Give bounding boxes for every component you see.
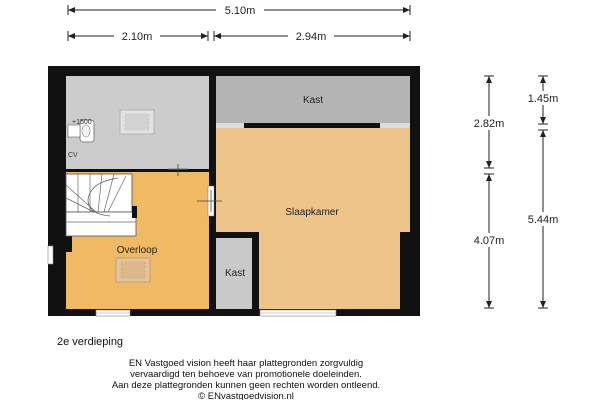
dimension-far-bottom-height — [518, 130, 568, 308]
disclaimer — [112, 358, 380, 400]
kast-top-label: Kast — [302, 95, 324, 106]
cv-unit-icon — [68, 125, 80, 137]
disclaimer-line-2: vervaardigd ten behoeve van promotionele doeleinden. — [130, 369, 362, 380]
kast-small-top-wall — [216, 232, 259, 238]
floorplan — [48, 66, 420, 316]
left-width-label: 2.10m — [121, 31, 153, 43]
cv-label: CV — [68, 152, 78, 159]
staircase — [66, 174, 137, 236]
kast-door-right — [380, 123, 410, 128]
dimension-total-width — [68, 3, 410, 17]
disclaimer-line-3: Aan deze plattegronden kunnen geen rechten worden ontleend. — [111, 380, 381, 391]
far-top-height-label: 1.45m — [527, 93, 559, 105]
kast-small-label: Kast — [224, 268, 246, 279]
slaapkamer-label: Slaapkamer — [285, 207, 339, 218]
total-width-label: 5.10m — [224, 5, 256, 17]
stair-post — [66, 236, 72, 252]
disclaimer-line-1: EN Vastgoed vision heeft haar plattegronden zorgvuldig — [128, 358, 364, 369]
disclaimer-line-4: © ENvastgoedvision.nl — [198, 391, 294, 400]
right-bottom-height-label: 4.07m — [473, 235, 505, 247]
dimension-right-bottom-height — [464, 174, 514, 308]
dimension-far-top-height — [518, 76, 568, 124]
side-window — [48, 246, 53, 264]
chimney-wall — [400, 232, 410, 309]
floor-label: 2e verdieping — [57, 336, 124, 348]
dimension-left-width — [68, 29, 208, 43]
dimension-right-width — [214, 29, 410, 43]
dimension-right-top-height — [464, 76, 514, 168]
right-top-height-label: 2.82m — [473, 118, 505, 130]
heater-label: +1500 — [72, 119, 92, 126]
kast-door-left — [216, 123, 244, 128]
overloop-label: Overloop — [116, 245, 158, 256]
far-bottom-height-label: 5.44m — [527, 214, 559, 226]
right-width-label: 2.94m — [295, 31, 327, 43]
kast-small-side-wall — [252, 232, 259, 309]
